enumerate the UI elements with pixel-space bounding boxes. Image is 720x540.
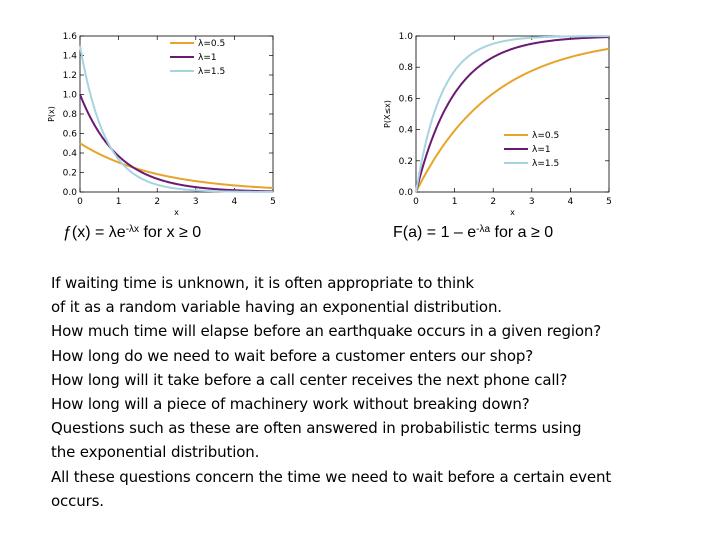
y-tick-label: 1.0	[398, 32, 413, 42]
body-line: How long do we need to wait before a customer enters our shop?	[51, 346, 534, 365]
cdf-formula-exponent: -λa	[476, 224, 491, 235]
body-line: If waiting time is unknown, it is often appropriate to think	[51, 274, 474, 292]
y-axis-label: P(x)	[47, 106, 56, 122]
y-tick-label: 0.0	[398, 188, 413, 198]
cdf-formula-lhs: F(a) = 1 – e	[393, 224, 477, 241]
pdf-formula-rhs: for x ≥ 0	[139, 224, 202, 241]
pdf-formula-exponent: -λx	[125, 224, 140, 235]
y-tick-label: 0.4	[398, 125, 413, 136]
plot-frame	[416, 36, 609, 192]
y-tick-label: 0.6	[62, 129, 77, 140]
body-line: the exponential distribution.	[51, 443, 260, 462]
x-axis-label: x	[174, 208, 179, 217]
x-tick-label: 5	[606, 197, 612, 207]
x-tick-label: 5	[270, 197, 276, 207]
x-tick-label: 0	[413, 197, 419, 207]
y-tick-label: 0.2	[398, 156, 413, 167]
y-tick-label: 0.6	[398, 94, 413, 105]
body-line: Questions such as these are often answered in probabilistic terms using	[51, 419, 582, 438]
legend-entry: λ=1.5	[198, 67, 226, 77]
y-tick-label: 0.8	[398, 63, 413, 74]
body-line: How much time will elapse before an earthquake occurs in a given region?	[51, 322, 602, 341]
body-line: All these questions concern the time we need to wait before a certain event	[51, 467, 612, 486]
x-tick-label: 1	[451, 197, 458, 207]
y-tick-label: 0.2	[62, 168, 77, 179]
body-line: How long will a piece of machinery work without breaking down?	[51, 395, 530, 414]
legend-entry: λ=0.5	[198, 39, 226, 49]
y-tick-label: 0.4	[62, 149, 77, 159]
x-tick-label: 3	[192, 197, 199, 207]
x-tick-label: 0	[77, 197, 83, 207]
legend-entry: λ=0.5	[532, 131, 560, 141]
x-axis-label: x	[510, 208, 515, 217]
legend-entry: λ=1	[532, 145, 551, 155]
pdf-formula-lhs: ƒ(x) = λe	[63, 224, 126, 241]
x-tick-label: 1	[115, 197, 122, 207]
x-tick-label: 2	[490, 197, 497, 207]
pdf-chart-svg	[28, 28, 328, 218]
cdf-chart-svg	[364, 28, 664, 218]
x-tick-label: 2	[154, 197, 161, 207]
y-tick-label: 1.0	[62, 90, 77, 101]
body-line: How long will it take before a call center receives the next phone call?	[51, 370, 568, 389]
cdf-chart	[364, 28, 664, 218]
legend-entry: λ=1.5	[532, 159, 560, 169]
cdf-formula	[393, 224, 553, 242]
y-tick-label: 1.2	[62, 71, 77, 81]
x-tick-label: 4	[231, 197, 238, 207]
body-line: of it as a random variable having an exponential distribution.	[51, 298, 502, 317]
y-tick-label: 1.6	[62, 32, 77, 42]
y-tick-label: 1.4	[62, 51, 77, 62]
pdf-chart	[28, 28, 328, 218]
x-tick-label: 4	[567, 197, 574, 207]
cdf-formula-rhs: for a ≥ 0	[490, 224, 554, 241]
body-text	[51, 271, 701, 513]
legend-entry: λ=1	[198, 53, 217, 63]
y-tick-label: 0.0	[62, 188, 77, 198]
y-axis-label: P(X≤x)	[383, 100, 392, 128]
pdf-formula	[63, 224, 201, 242]
body-line: occurs.	[51, 491, 104, 510]
y-tick-label: 0.8	[62, 110, 77, 120]
plot-frame	[80, 36, 273, 192]
x-tick-label: 3	[528, 197, 535, 207]
